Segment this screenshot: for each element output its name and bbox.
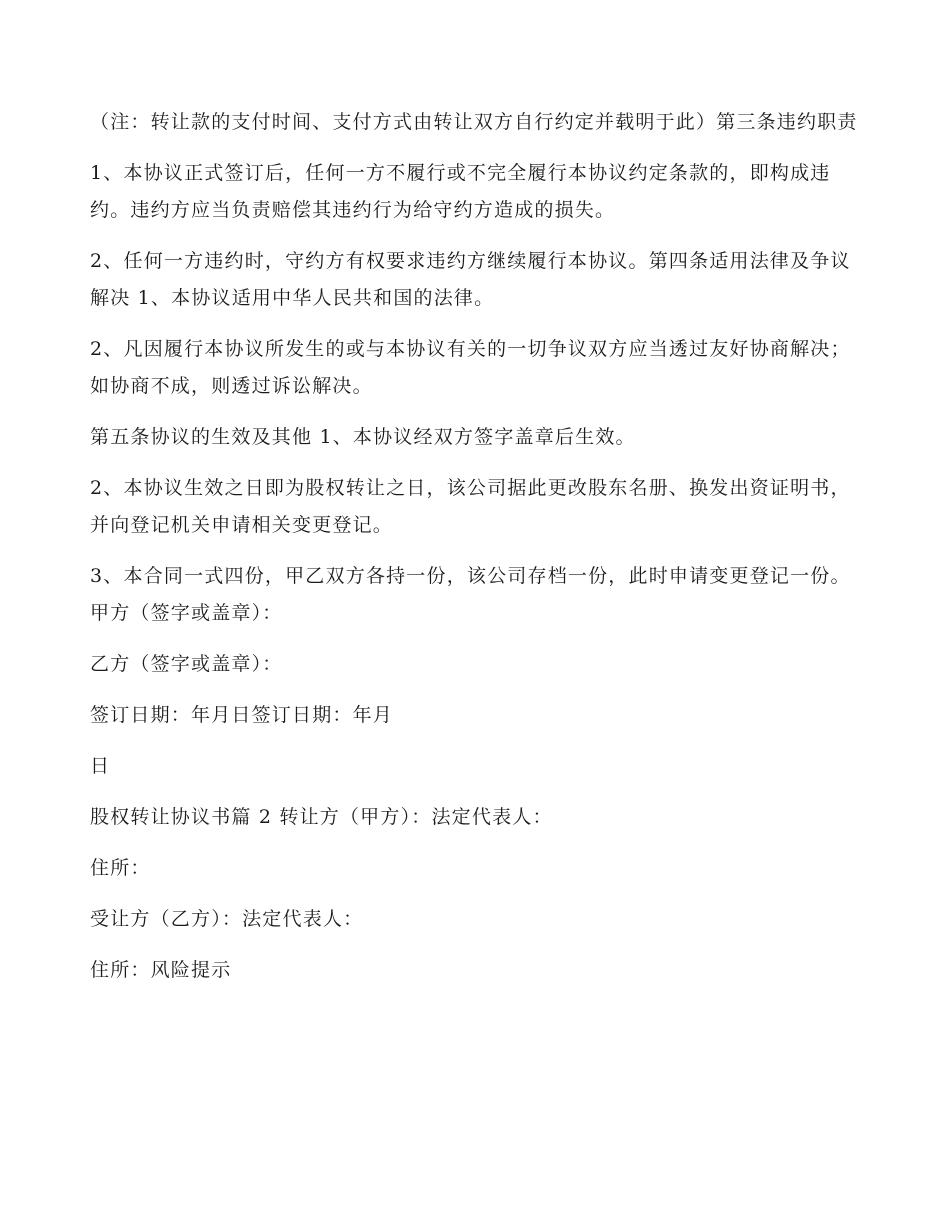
paragraph-copies: 3、本合同一式四份，甲乙双方各持一份，该公司存档一份，此时申请变更登记一份。甲方（签字或盖章）： bbox=[90, 565, 851, 624]
paragraph-dispute-resolution: 2、凡因履行本协议所发生的或与本协议有关的一切争议双方应当透过友好协商解决；如协商不成，则透过诉讼解决。 bbox=[90, 338, 851, 397]
paragraph-transferee: 受让方（乙方）：法定代表人： bbox=[90, 908, 364, 930]
paragraph-note-and-article-3: （注：转让款的支付时间、支付方式由转让双方自行约定并载明于此）第三条违约职责 bbox=[90, 111, 858, 133]
document-body bbox=[90, 104, 870, 1003]
paragraph-transferee-address-risk: 住所：风险提示 bbox=[90, 959, 232, 981]
paragraph-article-5: 第五条协议的生效及其他 1、本协议经双方签字盖章后生效。 bbox=[90, 426, 636, 448]
paragraph-party-b-signature: 乙方（签字或盖章）： bbox=[90, 653, 283, 675]
paragraph-transferor-address: 住所： bbox=[90, 857, 151, 879]
paragraph-breach-clause-1: 1、本协议正式签订后，任何一方不履行或不完全履行本协议约定条款的，即构成违约。违约方应当负责赔偿其违约行为给守约方造成的损失。 bbox=[90, 162, 831, 221]
paragraph-signing-date: 签订日期：年月日签订日期：年月 bbox=[90, 704, 394, 726]
paragraph-breach-clause-2: 2、任何一方违约时，守约方有权要求违约方继续履行本协议。第四条适用法律及争议解决 1、本协议适用中华人民共和国的法律。 bbox=[90, 250, 851, 309]
paragraph-effective-date: 2、本协议生效之日即为股权转让之日，该公司据此更改股东名册、换发出资证明书，并向登记机关申请相关变更登记。 bbox=[90, 477, 851, 536]
paragraph-signing-day: 日 bbox=[90, 755, 111, 777]
paragraph-agreement-2-transferor: 股权转让协议书篇 2 转让方（甲方）：法定代表人： bbox=[90, 806, 553, 828]
